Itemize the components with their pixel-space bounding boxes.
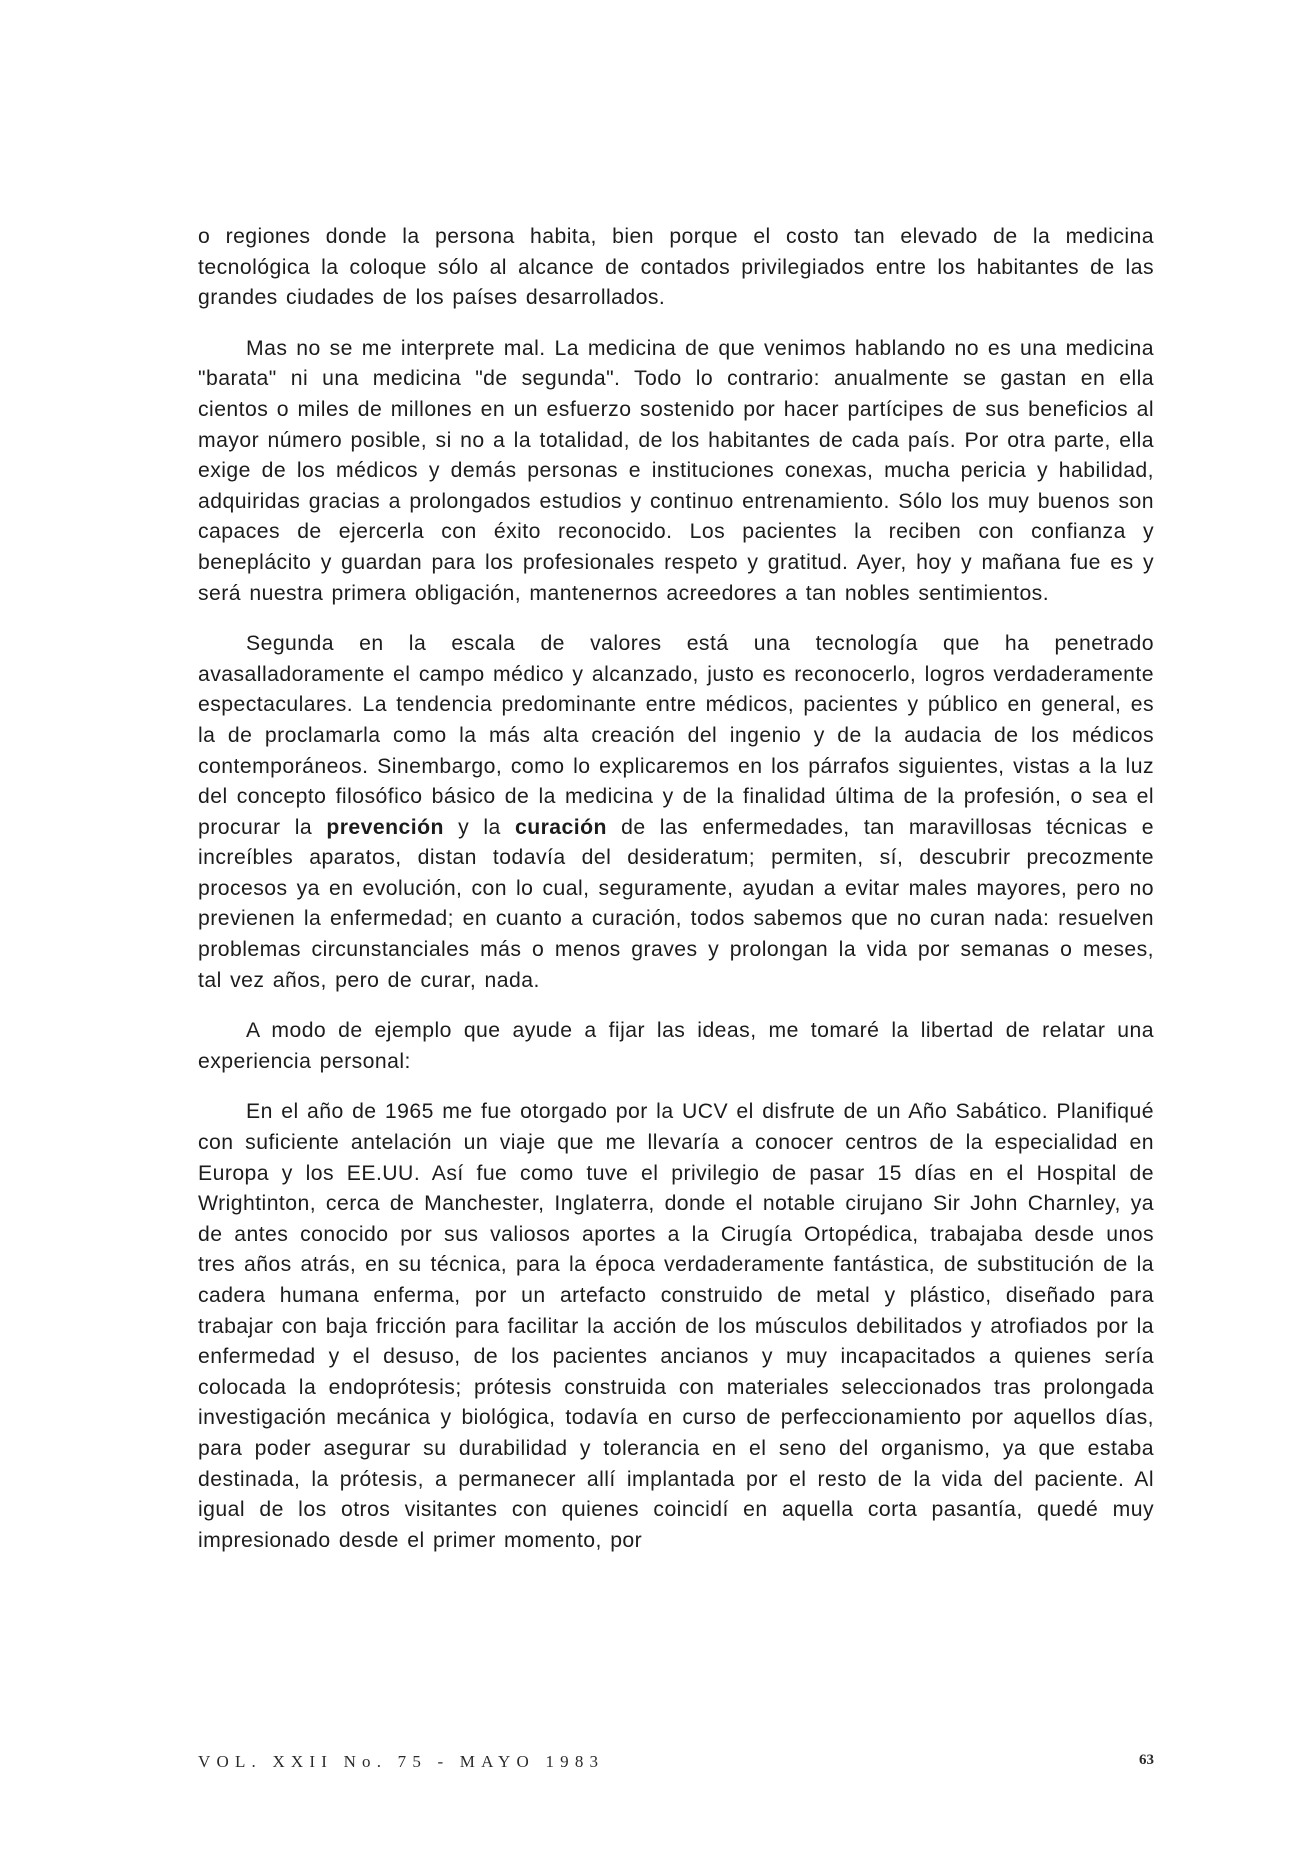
document-body <box>198 222 1154 1556</box>
paragraph-3 <box>198 629 1154 996</box>
page-footer <box>198 1752 1154 1778</box>
paragraph-1: o regiones donde la persona habita, bien porque el costo tan elevado de la medicina tecnológica la coloque sólo al alcance de contados privilegiados entre los habitantes de las grandes ciudades de los países desarrollados. <box>198 225 1154 310</box>
emphasis-curacion: curación <box>514 815 607 839</box>
paragraph-3-text-c: de las enfermedades, tan maravillosas técnicas e increíbles aparatos, distan todavía del desideratum; permiten, sí, descubrir precozmente procesos ya en evolución, con lo cual, seguramente, ayudan a evitar males mayores, pero no previenen la enfermedad; en cuanto a curación, todos sabemos que no curan nada: resuelven problemas circunstanciales más o menos graves y prolongan la vida por semanas o meses, tal vez años, pero de curar, nada. <box>198 815 1155 992</box>
paragraph-3-text-a: Segunda en la escala de valores está una tecnología que ha penetrado avasalladoramente el campo médico y alcanzado, justo es reconocerlo, logros verdaderamente espectaculares. La tendencia predominante entre médicos, pacientes y público en general, es la de proclamarla como la más alta creación del ingenio y de la audacia de los médicos contemporáneos. Sinembargo, como lo explicaremos en los párrafos siguientes, vistas a la luz del concepto filosófico básico de la medicina y de la finalidad última de la profesión, o sea el procurar la <box>198 632 1154 839</box>
page-number: 63 <box>1139 1752 1154 1768</box>
paragraph-5: En el año de 1965 me fue otorgado por la UCV el disfrute de un Año Sabático. Planifiqué con suficiente antelación un viaje que me llevaría a conocer centros de la especialidad en Europa y los EE.UU. Así fue como tuve el privilegio de pasar 15 días en el Hospital de Wrightinton, cerca de Manchester, Inglaterra, donde el notable cirujano Sir John Charnley, ya de antes conocido por sus valiosos aportes a la Cirugía Ortopédica, trabajaba desde unos tres años atrás, en su técnica, para la época verdaderamente fantástica, de substitución de la cadera humana enferma, por un artefacto construido de metal y plástico, diseñado para trabajar con baja fricción para facilitar la acción de los músculos debilitados y atrofiados por la enfermedad y el desuso, de los pacientes ancianos y muy incapacitados a quienes sería colocada la endoprótesis; prótesis construida con materiales seleccionados tras prolongada investigación mecánica y biológica, todavía en curso de perfeccionamiento por aquellos días, para poder asegurar su durabilidad y tolerancia en el seno del organismo, ya que estaba destinada, la prótesis, a permanecer allí implantada por el resto de la vida del paciente. Al igual de los otros visitantes con quienes coincidí en aquella corta pasantía, quedé muy impresionado desde el primer momento, por <box>198 1100 1154 1552</box>
paragraph-2: Mas no se me interprete mal. La medicina de que venimos hablando no es una medicina "barata" ni una medicina "de segunda". Todo lo contrario: anualmente se gastan en ella cientos o miles de millones en un esfuerzo sostenido por hacer partícipes de sus beneficios al mayor número posible, si no a la totalidad, de los habitantes de cada país. Por otra parte, ella exige de los médicos y demás personas e instituciones conexas, mucha pericia y habilidad, adquiridas gracias a prolongados estudios y continuo entrenamiento. Sólo los muy buenos son capaces de ejercerla con éxito reconocido. Los pacientes la reciben con confianza y beneplácito y guardan para los profesionales respeto y gratitud. Ayer, hoy y mañana fue es y será nuestra primera obligación, mantenernos acreedores a tan nobles sentimientos. <box>198 336 1154 605</box>
paragraph-4: A modo de ejemplo que ayude a fijar las ideas, me tomaré la libertad de relatar una experiencia personal: <box>198 1019 1154 1073</box>
journal-citation: VOL. XXII No. 75 - MAYO 1983 <box>198 1752 605 1771</box>
emphasis-prevencion: prevención <box>326 815 444 839</box>
paragraph-3-text-b: y la <box>443 815 515 839</box>
